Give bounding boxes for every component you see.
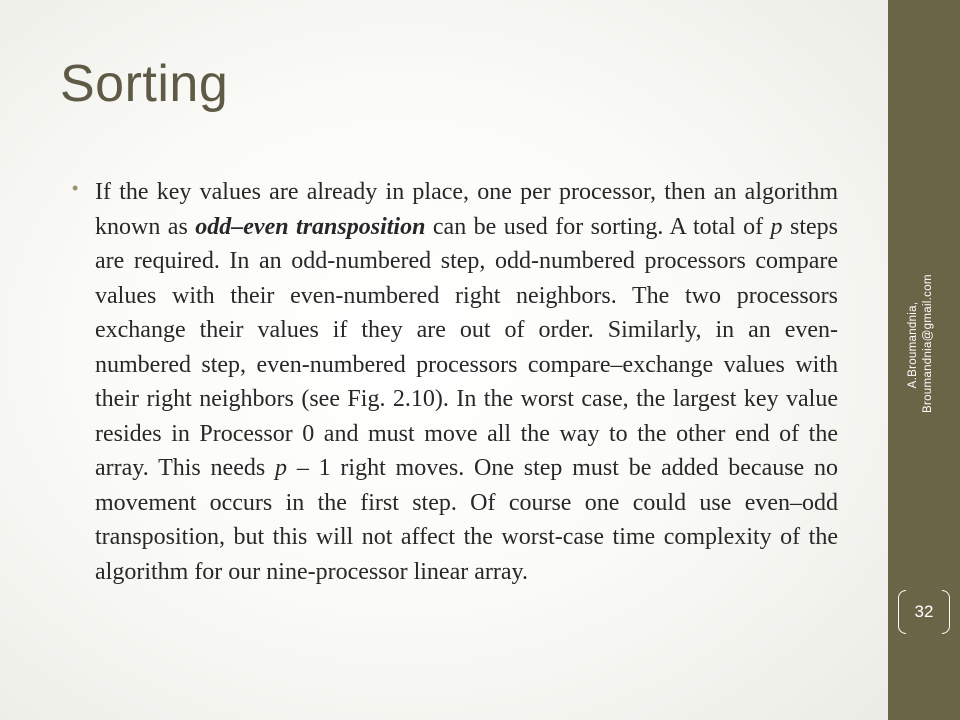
footer-author <box>906 274 936 413</box>
paragraph-segment: can be used for sorting. A total of <box>425 213 771 240</box>
paragraph-segment: steps are required. In an odd-numbered step, odd-numbered processors compare values with their even-numbered right neighbors. The two processors exchange their values if they are out of order. Similarly, in an even-numbered step, even-numbered processors compare–exchange values with their right neighbors (see Fig. 2.10). In the worst case, the largest key value resides in Processor 0 and must move all the way to the other end of the array. This needs <box>95 213 838 481</box>
paragraph-segment: If the key values are already in place, one per processor, then an algorithm known as <box>95 179 838 240</box>
variable-p: p <box>275 455 288 481</box>
page-number: 32 <box>914 602 934 621</box>
paragraph-segment: – 1 right moves. One step must be added because no movement occurs in the first step. Of course one could use even–odd transposition, but this will not affect the worst-case time complexity of the algorithm for our nine-processor linear array. <box>95 455 839 585</box>
footer-author-email: Broumandnia@gmail.com <box>922 274 934 413</box>
bullet-marker: • <box>72 178 79 198</box>
bullet-paragraph <box>95 175 838 589</box>
emphasized-term: odd–even transposition <box>195 213 426 240</box>
slide-title: Sorting <box>60 55 229 113</box>
footer-author-name: A.Broumandnia, <box>907 301 919 389</box>
page-number-box <box>898 590 950 634</box>
variable-p: p <box>770 213 783 240</box>
